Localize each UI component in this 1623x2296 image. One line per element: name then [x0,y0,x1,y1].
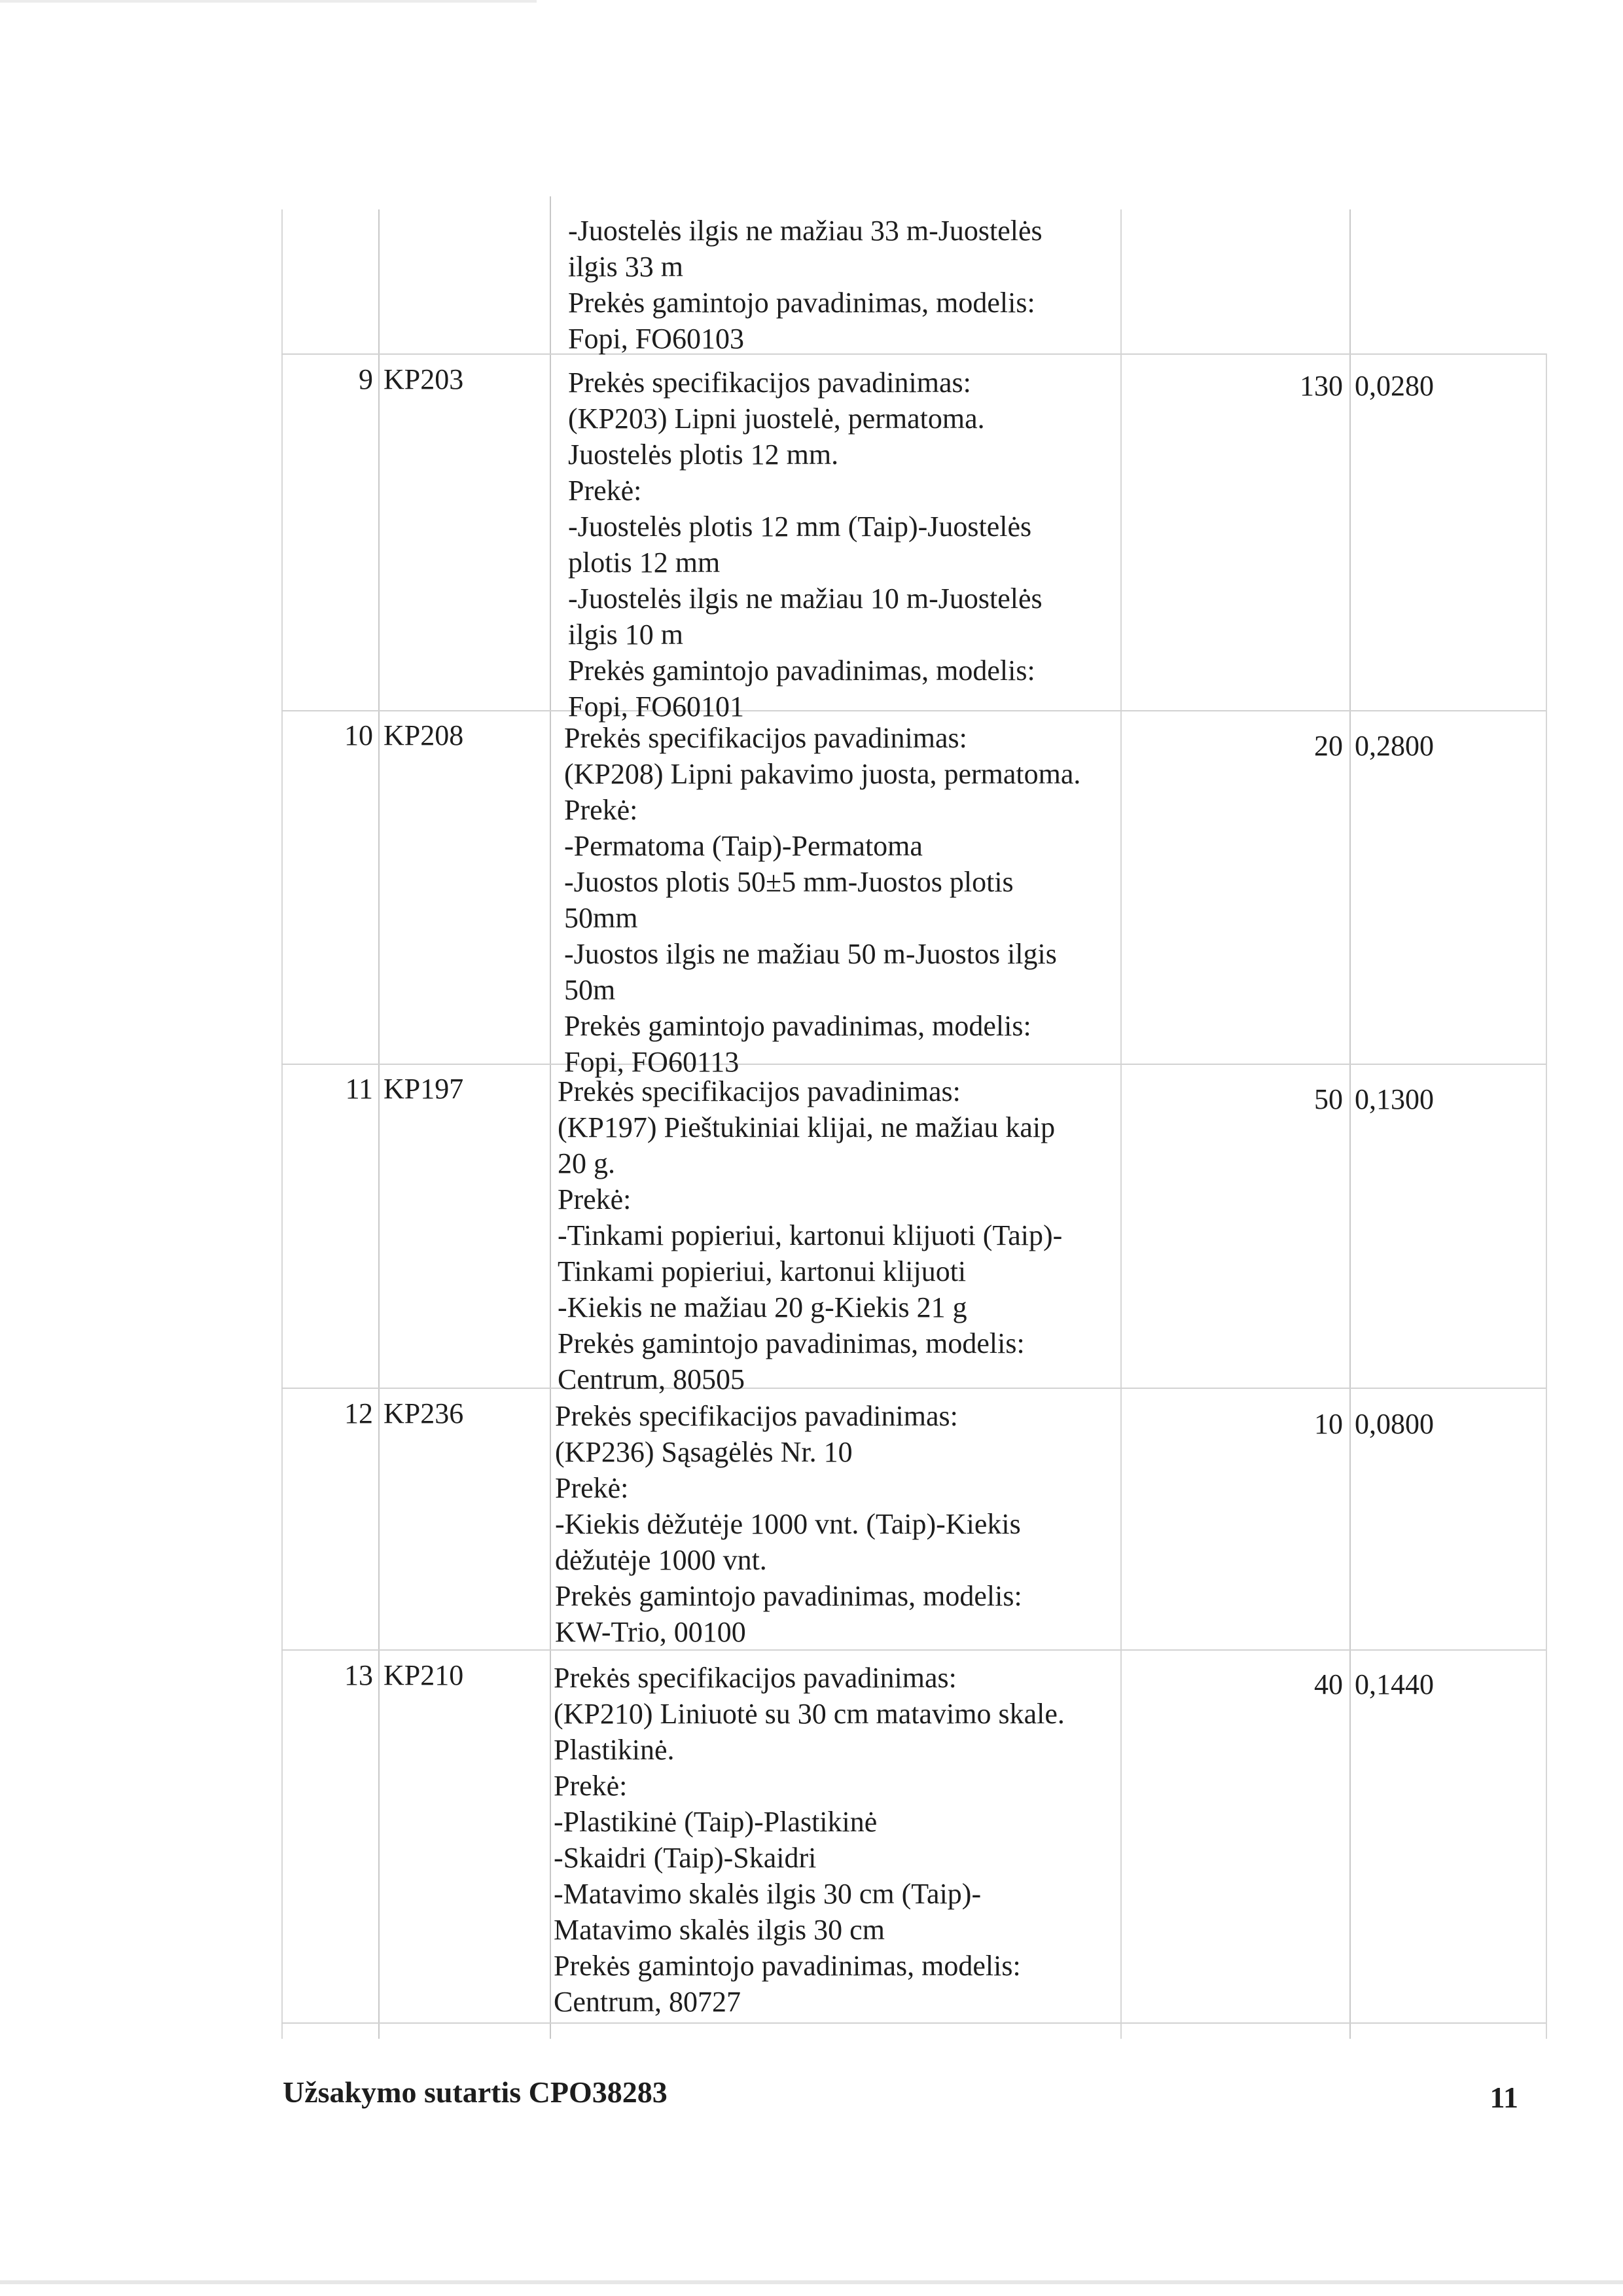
table-bottom-line [281,2022,1546,2024]
column-line-6 [1546,353,1547,2039]
desc-line: dėžutėje 1000 vnt. [555,1544,767,1576]
row-number: 12 [344,1397,373,1429]
item-quantity: 40 [1314,1668,1343,1700]
footer-contract-title: Užsakymo sutartis CPO38283 [283,2075,668,2109]
desc-line: Centrum, 80505 [558,1363,745,1395]
desc-line: -Skaidri (Taip)-Skaidri [554,1842,817,1874]
desc-line: Prekė: [564,794,638,826]
item-description [554,1660,1143,2020]
column-line-1 [281,209,283,2039]
desc-line: Prekės specifikacijos pavadinimas: [564,722,967,754]
scan-edge-bottom [0,2280,1623,2284]
desc-line: Fopi, FO60101 [568,691,744,723]
item-quantity: 130 [1300,370,1343,402]
desc-line: KW-Trio, 00100 [555,1616,746,1648]
item-code: KP208 [383,719,464,751]
row-number: 13 [344,1659,373,1691]
desc-line: -Plastikinė (Taip)-Plastikinė [554,1806,878,1838]
desc-line: -Juostos ilgis ne mažiau 50 m-Juostos ilgis [564,938,1057,970]
desc-line: Matavimo skalės ilgis 30 cm [554,1914,885,1946]
desc-line: Plastikinė. [554,1734,675,1766]
item-code: KP197 [383,1073,464,1105]
desc-line: Prekės gamintojo pavadinimas, modelis: [568,655,1035,687]
desc-line: Fopi, FO60113 [564,1046,740,1078]
desc-line: Tinkami popieriui, kartonui klijuoti [558,1255,967,1287]
desc-line: Prekė: [558,1183,632,1215]
desc-line: -Tinkami popieriui, kartonui klijuoti (Taip)- [558,1219,1063,1251]
desc-line: Prekės specifikacijos pavadinimas: [568,367,971,399]
desc-line: Fopi, FO60103 [568,323,744,355]
item-price: 0,0280 [1355,370,1434,402]
desc-line: 20 g. [558,1147,615,1179]
desc-line: -Juostelės ilgis ne mažiau 10 m-Juostelės [568,583,1043,615]
item-quantity: 20 [1314,730,1343,762]
desc-line: Prekės specifikacijos pavadinimas: [554,1662,957,1694]
desc-line: -Kiekis dėžutėje 1000 vnt. (Taip)-Kiekis [555,1508,1021,1540]
item-description [555,1398,1144,1650]
item-description [558,1073,1147,1397]
desc-line: (KP197) Pieštukiniai klijai, ne mažiau kaip [558,1111,1056,1143]
desc-line: Prekės gamintojo pavadinimas, modelis: [554,1950,1021,1982]
desc-line: Centrum, 80727 [554,1986,741,2018]
desc-line: -Juostos plotis 50±5 mm-Juostos plotis [564,866,1014,898]
continuation-description [568,213,1157,357]
desc-line: (KP210) Liniuotė su 30 cm matavimo skale. [554,1698,1065,1730]
column-line-2 [378,209,380,2039]
desc-line: Prekė: [568,475,642,507]
column-line-5 [1349,209,1351,2039]
desc-line: (KP203) Lipni juostelė, permatoma. [568,403,985,435]
desc-line: Prekė: [554,1770,628,1802]
desc-line: -Juostelės plotis 12 mm (Taip)-Juostelės [568,511,1032,543]
item-description [564,720,1153,1080]
desc-line: (KP208) Lipni pakavimo juosta, permatoma. [564,758,1081,790]
item-code: KP236 [383,1397,464,1429]
item-price: 0,1300 [1355,1083,1434,1115]
desc-line: -Matavimo skalės ilgis 30 cm (Taip)- [554,1878,982,1910]
desc-line: Prekės gamintojo pavadinimas, modelis: [558,1327,1025,1359]
desc-line: (KP236) Sąsagėlės Nr. 10 [555,1436,853,1468]
desc-line: ilgis 10 m [568,619,684,651]
row-number: 9 [359,363,373,395]
desc-line: Prekės specifikacijos pavadinimas: [555,1400,958,1432]
desc-line: ilgis 33 m [568,251,684,283]
desc-line: plotis 12 mm [568,547,721,579]
desc-line: -Juostelės ilgis ne mažiau 33 m-Juostelės [568,215,1043,247]
item-quantity: 50 [1314,1083,1343,1115]
desc-line: Prekės gamintojo pavadinimas, modelis: [564,1010,1031,1042]
item-price: 0,1440 [1355,1668,1434,1700]
desc-line: 50mm [564,902,638,934]
item-price: 0,2800 [1355,730,1434,762]
item-code: KP203 [383,363,464,395]
scan-edge-top [0,0,537,3]
page-number: 11 [1489,2081,1518,2114]
item-code: KP210 [383,1659,464,1691]
item-description [568,365,1157,725]
item-price: 0,0800 [1355,1408,1434,1440]
row-number: 10 [344,719,373,751]
desc-line: Prekės specifikacijos pavadinimas: [558,1075,961,1107]
desc-line: 50m [564,974,616,1006]
desc-line: Prekė: [555,1472,629,1504]
column-line-3 [550,196,551,2039]
row-number: 11 [345,1073,373,1105]
desc-line: -Permatoma (Taip)-Permatoma [564,830,923,862]
item-quantity: 10 [1314,1408,1343,1440]
desc-line: Prekės gamintojo pavadinimas, modelis: [568,287,1035,319]
desc-line: -Kiekis ne mažiau 20 g-Kiekis 21 g [558,1291,967,1323]
desc-line: Prekės gamintojo pavadinimas, modelis: [555,1580,1022,1612]
desc-line: Juostelės plotis 12 mm. [568,439,839,471]
